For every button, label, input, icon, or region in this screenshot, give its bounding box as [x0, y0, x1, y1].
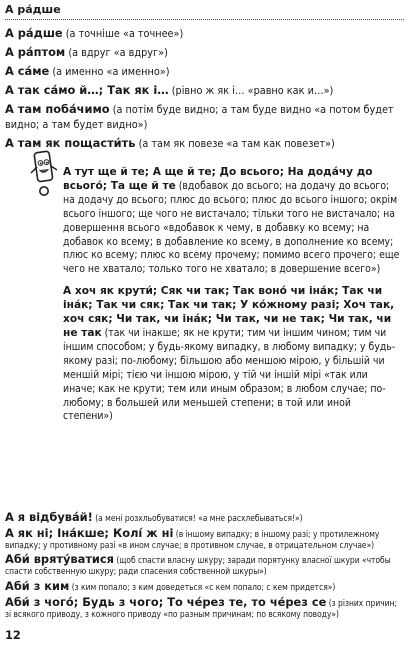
headword: Аби́ з ким [5, 579, 70, 594]
headword: Аби́ з чого́; Будь з чого; То че́рез те, то че́рез се [5, 594, 327, 609]
entries-top [5, 26, 398, 155]
gloss: (рівно ж як і… «равно как и…») [168, 83, 334, 97]
entries-bottom [5, 512, 401, 623]
entry [63, 285, 401, 424]
gloss: (в іншому випадку; в іншому разі; у протилежному випадку; у противному разі «в ином случае; в противном случае, в отрицательном случае») [5, 528, 380, 550]
headword: А там поба́чимо [5, 101, 110, 116]
gloss: (з різних причин; зі всякого приводу, з кожного приводу «по разным причинам; по всякому поводу») [5, 597, 398, 619]
gloss: (а вдруг «а вдруг») [65, 45, 168, 59]
entry [5, 581, 401, 593]
headword: А я відбува́й! [5, 510, 93, 524]
entry [5, 525, 401, 551]
entry [5, 45, 398, 61]
page-number: 12 [5, 628, 21, 642]
entry [5, 102, 398, 132]
headword: А ра́дше [5, 26, 63, 40]
entry [5, 554, 401, 577]
exclamation-mascot-icon [27, 149, 61, 199]
headword: А як ні; Іна́кше; Колі́ ж ні [5, 525, 174, 540]
headword: А са́ме [5, 63, 50, 78]
entry [5, 594, 401, 620]
gloss: (з ким попало; з ким доведеться «с кем попало; с кем придется») [69, 582, 336, 593]
gloss: (а потім буде видно; а там буде видно «а потом будет видно; а там будет видно») [5, 102, 394, 131]
gloss: (а мені розхльобуватися! «а мне расхлебываться!») [92, 513, 303, 523]
gloss: (а там як повезе «а там как повезет») [135, 136, 335, 150]
headword: А тут ще й те; А ще й те; До всього; На дода́чу до всього́; Та ще й те [63, 166, 373, 192]
entry [5, 512, 401, 524]
gloss: (а именно «а именно») [49, 64, 170, 78]
entry [5, 64, 398, 80]
entry [5, 26, 398, 42]
gloss: (щоб спасти власну шкуру; заради порятунку власної шкури «чтобы спасти собственную шкуру; ради спасения собственной шкуры») [5, 555, 391, 577]
gloss: (вдобавок до всього; на додачу до всього; на додачу до всього; плюс до всього; плюс до всього іншого; окрім всього іншого; ще чого не вистачало; тільки того не вистачало; на довершення всього «вдобавок к чему, в добавку ко всему; на добавок ко всему; в добавление ко всему, в дополнение ко всему; плюс ко всему; плюс ко всему прочему; помимо всего прочего; еще чего не хватало; только того не хватало; в довершение всего») [63, 179, 400, 276]
headword: А так са́мо й…; Так як і… [5, 82, 169, 97]
entry [5, 136, 398, 152]
running-header: А ра́дше [5, 3, 404, 20]
headword: А ра́птом [5, 44, 66, 59]
entry [5, 83, 398, 99]
entry [63, 166, 401, 277]
boxed-entries [63, 166, 401, 428]
headword: А там як пощасти́ть [5, 135, 136, 150]
gloss: (а точніше «а точнее») [62, 27, 184, 40]
headword: А хоч як крути́; Сяк чи так; Так воно́ чи іна́к; Так чи іна́к; Так чи сяк; Так чи так; У ко́жному разі; Хоч так, хоч сяк; Чи так, чи іна́к; Чи так, чи не так; Чи так, чи не так [63, 285, 395, 339]
gloss: (так чи інакше; як не крути; тим чи іншим чином; тим чи іншим способом; у будь-якому випадку, в любому випадку; у будь-якому разі; по-любому; більшою або меншою мірою, у більшій чи меншій мірі; тією чи іншою мірою, у тій чи іншій мірі «так или иначе; как не крути; тем или иным образом; в любом случае; по-любому; в большей или меньшей степени; в той или иной степени») [63, 326, 396, 423]
headword: Аби́ вряту́ватися [5, 552, 114, 567]
